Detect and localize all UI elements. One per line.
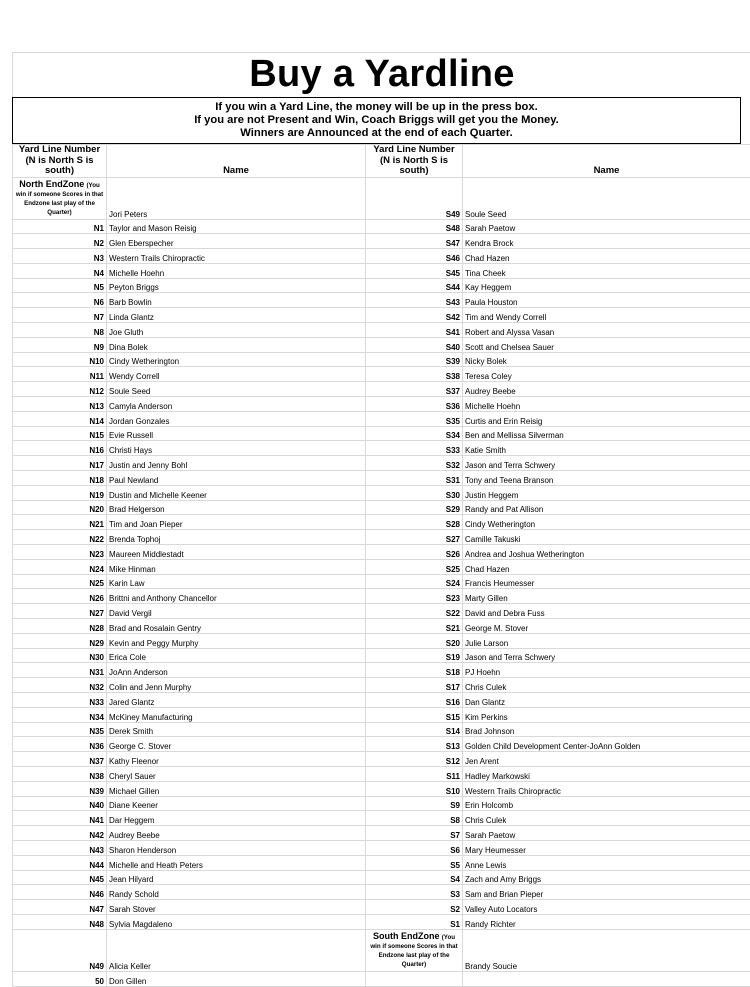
yardline-code: S41 [366,323,463,338]
yardline-code: N47 [13,900,107,915]
yardline-code: N22 [13,530,107,545]
yardline-code: N24 [13,559,107,574]
yardline-name: Western Trails Chiropractic [463,781,750,796]
yardline-code: S45 [366,263,463,278]
yardline-name: Tim and Joan Pieper [107,515,366,530]
table-row [13,559,750,574]
yardline-code: N5 [13,278,107,293]
yardline-name: Marty Gillen [463,589,750,604]
yardline-code: S16 [366,693,463,708]
yardline-name: Robert and Alyssa Vasan [463,323,750,338]
yardline-code: N29 [13,633,107,648]
yardline-code: S20 [366,633,463,648]
empty-cell [366,971,463,986]
yardline-header-north: Yard Line Number (N is North S is south) [13,145,107,178]
yardline-name: Randy and Pat Allison [463,500,750,515]
yardline-name: Michael Gillen [107,781,366,796]
yardline-name: Chris Culek [463,811,750,826]
yardline-name: Brad and Rosalain Gentry [107,619,366,634]
notice-box [12,97,741,144]
yardline-name: Jason and Terra Schwery [463,648,750,663]
yardline-name: Julie Larson [463,633,750,648]
yardline-code: N34 [13,707,107,722]
yardline-code: S1 [366,914,463,929]
table-row [13,308,750,323]
table-row [13,870,750,885]
yardline-code: S34 [366,426,463,441]
yardline-code: N30 [13,648,107,663]
south-endzone-label [366,929,463,971]
yardline-name: Jason and Terra Schwery [463,456,750,471]
name-header-south: Name [463,145,750,178]
yardline-code: S38 [366,367,463,382]
table-row [13,574,750,589]
yardline-name: Chris Culek [463,678,750,693]
yardline-name: Jared Glantz [107,693,366,708]
yardline-code: S17 [366,678,463,693]
yardline-name: Joe Gluth [107,323,366,338]
yardline-code: N3 [13,249,107,264]
yardline-name: Dina Bolek [107,337,366,352]
yardline-name: Audrey Beebe [107,826,366,841]
yardline-name: Audrey Beebe [463,382,750,397]
yardline-name: Paul Newland [107,471,366,486]
yardline-code: S21 [366,619,463,634]
yardline-code: S32 [366,456,463,471]
yardline-code: N20 [13,500,107,515]
table-row [13,900,750,915]
yardline-code: S11 [366,766,463,781]
yardline-name: Erin Holcomb [463,796,750,811]
yardline-code: S29 [366,500,463,515]
yardline-name: Dar Heggem [107,811,366,826]
table-row [13,471,750,486]
south-endzone-name: Brandy Soucie [463,929,750,971]
table-row [13,826,750,841]
yardline-name: Kendra Brock [463,234,750,249]
notice-line: Winners are Announced at the end of each Quarter. [240,127,512,140]
table-row [13,515,750,530]
yardline-name: JoAnn Anderson [107,663,366,678]
yardline-code: N36 [13,737,107,752]
yardline-name: Michelle and Heath Peters [107,855,366,870]
yardline-code: S28 [366,515,463,530]
yardline-name: Jen Arent [463,752,750,767]
yardline-name: Colin and Jenn Murphy [107,678,366,693]
table-row [13,545,750,560]
yardline-name: Sam and Brian Pieper [463,885,750,900]
table-row [13,382,750,397]
yardline-name: Western Trails Chiropractic [107,249,366,264]
yardline-code: S10 [366,781,463,796]
yardline-code: N46 [13,885,107,900]
yardline-code: N28 [13,619,107,634]
yardline-code: S3 [366,885,463,900]
yardline-name: Mike Hinman [107,559,366,574]
yardline-code: S22 [366,604,463,619]
south-endzone-note: (You win if someone Scores in that Endzone last play of the Quarter) [370,934,457,968]
yardline-table [12,144,750,987]
table-row [13,219,750,234]
yardline-name: Sharon Henderson [107,840,366,855]
north-endzone-name: Jori Peters [107,177,366,219]
south-endzone-row [13,929,750,971]
yardline-code: S31 [366,471,463,486]
table-row [13,885,750,900]
table-row [13,781,750,796]
yardline-code: S6 [366,840,463,855]
yardline-name: Soule Seed [463,177,750,219]
yardline-code: N11 [13,367,107,382]
yardline-name: George M. Stover [463,619,750,634]
table-row [13,278,750,293]
yardline-code: S49 [366,177,463,219]
yardline-code: S15 [366,707,463,722]
yardline-name: Taylor and Mason Reisig [107,219,366,234]
yardline-code: N21 [13,515,107,530]
table-row [13,411,750,426]
yardline-code: N2 [13,234,107,249]
yardline-name: Tina Cheek [463,263,750,278]
yardline-code: N1 [13,219,107,234]
yardline-name: George C. Stover [107,737,366,752]
yardline-name: Tim and Wendy Correll [463,308,750,323]
yardline-name: Brittni and Anthony Chancellor [107,589,366,604]
table-row [13,766,750,781]
table-row [13,485,750,500]
yardline-code: N45 [13,870,107,885]
yardline-code: S39 [366,352,463,367]
table-row [13,293,750,308]
table-row [13,604,750,619]
yardline-code: N15 [13,426,107,441]
yardline-name: Linda Glantz [107,308,366,323]
yardline-name: Michelle Hoehn [463,397,750,412]
yardline-name: Peyton Briggs [107,278,366,293]
yardline-code: S25 [366,559,463,574]
yardline-name: Don Gillen [107,971,366,986]
yardline-name: Sarah Paetow [463,219,750,234]
yardline-name: Diane Keener [107,796,366,811]
yardline-name: Justin and Jenny Bohl [107,456,366,471]
yardline-code: N7 [13,308,107,323]
yardline-name: McKiney Manufacturing [107,707,366,722]
yardline-code: N42 [13,826,107,841]
table-row [13,633,750,648]
table-row [13,441,750,456]
yardline-code: N44 [13,855,107,870]
yardline-code: S26 [366,545,463,560]
table-row [13,663,750,678]
table-row [13,323,750,338]
yardline-name: Kathy Fleenor [107,752,366,767]
north-endzone-note: (You win if someone Scores in that Endzone last play of the Quarter) [16,182,103,216]
yardline-name: Wendy Correll [107,367,366,382]
yardline-name: Golden Child Development Center-JoAnn Golden [463,737,750,752]
yardline-code: N12 [13,382,107,397]
yardline-code: N14 [13,411,107,426]
yardline-name: Hadley Markowski [463,766,750,781]
table-row [13,352,750,367]
yardline-code: N9 [13,337,107,352]
north-endzone-title: North EndZone [19,179,84,189]
yardline-name: Michelle Hoehn [107,263,366,278]
table-row [13,589,750,604]
yardline-name: Andrea and Joshua Wetherington [463,545,750,560]
yardline-code: N48 [13,914,107,929]
yardline-code: S13 [366,737,463,752]
yardline-name: Karin Law [107,574,366,589]
table-row [13,737,750,752]
yardline-name: Dustin and Michelle Keener [107,485,366,500]
fifty-yard-row [13,971,750,986]
yardline-name: Scott and Chelsea Sauer [463,337,750,352]
yardline-name: Alicia Keller [107,929,366,971]
table-row [13,500,750,515]
yardline-name: Camille Takuski [463,530,750,545]
yardline-name: Cindy Wetherington [107,352,366,367]
yardline-code: S36 [366,397,463,412]
table-row [13,234,750,249]
table-row [13,648,750,663]
yardline-code: S46 [366,249,463,264]
south-endzone-title: South EndZone [373,931,440,941]
yardline-name: Dan Glantz [463,693,750,708]
yardline-name: Chad Hazen [463,559,750,574]
table-row [13,426,750,441]
yardline-code: N43 [13,840,107,855]
table-row [13,707,750,722]
notice-line: If you win a Yard Line, the money will be up in the press box. [215,101,537,114]
table-row [13,811,750,826]
table-row [13,397,750,412]
yardline-code: N19 [13,485,107,500]
yardline-code: N31 [13,663,107,678]
yardline-code: S48 [366,219,463,234]
yardline-code: S7 [366,826,463,841]
yardline-name: Nicky Bolek [463,352,750,367]
yardline-code: N33 [13,693,107,708]
yardline-name: Cindy Wetherington [463,515,750,530]
yardline-header-south: Yard Line Number (N is North S is south) [366,145,463,178]
north-endzone-row [13,177,750,219]
yardline-code: S35 [366,411,463,426]
table-row [13,337,750,352]
yardline-code: S8 [366,811,463,826]
yardline-code: N26 [13,589,107,604]
yardline-name: Valley Auto Locators [463,900,750,915]
table-row [13,367,750,382]
yardline-code: S2 [366,900,463,915]
header-row [13,145,750,178]
yardline-code: S9 [366,796,463,811]
north-endzone-label [13,177,107,219]
yardline-name: Tony and Teena Branson [463,471,750,486]
notice-line: If you are not Present and Win, Coach Briggs will get you the Money. [194,114,559,127]
yardline-name: Erica Cole [107,648,366,663]
table-row [13,722,750,737]
yardline-code: S4 [366,870,463,885]
yardline-name: Sarah Paetow [463,826,750,841]
table-row [13,530,750,545]
yardline-name: Soule Seed [107,382,366,397]
table-row [13,456,750,471]
yardline-code: N23 [13,545,107,560]
yardline-name: Barb Bowlin [107,293,366,308]
yardline-name: Teresa Coley [463,367,750,382]
name-header-north: Name [107,145,366,178]
table-row [13,678,750,693]
yardline-code: S12 [366,752,463,767]
yardline-code: S24 [366,574,463,589]
yardline-code: N4 [13,263,107,278]
yardline-code: N41 [13,811,107,826]
yardline-name: Jean Hilyard [107,870,366,885]
yardline-code: 50 [13,971,107,986]
yardline-code: S14 [366,722,463,737]
yardline-name: Anne Lewis [463,855,750,870]
yardline-name: Sarah Stover [107,900,366,915]
yardline-code: N17 [13,456,107,471]
yardline-name: Kim Perkins [463,707,750,722]
yardline-code: N32 [13,678,107,693]
title-row [12,52,750,97]
yardline-name: Kevin and Peggy Murphy [107,633,366,648]
yardline-code: N8 [13,323,107,338]
yardline-name: Derek Smith [107,722,366,737]
yardline-code: N18 [13,471,107,486]
yardline-code: N13 [13,397,107,412]
yardline-name: Francis Heumesser [463,574,750,589]
table-row [13,796,750,811]
yardline-name: Jordan Gonzales [107,411,366,426]
yardline-code: S18 [366,663,463,678]
yardline-name: Katie Smith [463,441,750,456]
yardline-code: S43 [366,293,463,308]
yardline-code: S5 [366,855,463,870]
yardline-name: Brad Johnson [463,722,750,737]
yardline-code: S23 [366,589,463,604]
yardline-code: S44 [366,278,463,293]
page-title: Buy a Yardline [249,52,514,97]
yardline-code: S27 [366,530,463,545]
yardline-code: N49 [13,929,107,971]
yardline-code: S42 [366,308,463,323]
yardline-code: N27 [13,604,107,619]
yardline-name: David and Debra Fuss [463,604,750,619]
yardline-code: S30 [366,485,463,500]
yardline-code: N40 [13,796,107,811]
yardline-name: Christi Hays [107,441,366,456]
yardline-name: Randy Richter [463,914,750,929]
yardline-name: Camyla Anderson [107,397,366,412]
table-row [13,855,750,870]
yardline-code: S37 [366,382,463,397]
table-row [13,263,750,278]
empty-cell [463,971,750,986]
table-row [13,752,750,767]
yardline-code: N39 [13,781,107,796]
yardline-code: N25 [13,574,107,589]
yardline-name: Justin Heggem [463,485,750,500]
yardline-name: Evie Russell [107,426,366,441]
yardline-name: Brad Helgerson [107,500,366,515]
yardline-name: Maureen Middlestadt [107,545,366,560]
yardline-name: Brenda Tophoj [107,530,366,545]
yardline-code: N16 [13,441,107,456]
yardline-code: S19 [366,648,463,663]
yardline-name: Zach and Amy Briggs [463,870,750,885]
yardline-name: Cheryl Sauer [107,766,366,781]
yardline-name: David Vergil [107,604,366,619]
yardline-code: N38 [13,766,107,781]
yardline-name: Kay Heggem [463,278,750,293]
yardline-code: S40 [366,337,463,352]
table-row [13,249,750,264]
yardline-name: Curtis and Erin Reisig [463,411,750,426]
yardline-name: Chad Hazen [463,249,750,264]
yardline-code: S33 [366,441,463,456]
yardline-code: N6 [13,293,107,308]
table-row [13,914,750,929]
yardline-code: N37 [13,752,107,767]
yardline-name: Glen Eberspecher [107,234,366,249]
yardline-name: Mary Heumesser [463,840,750,855]
yardline-name: Randy Schold [107,885,366,900]
table-row [13,840,750,855]
yardline-name: Ben and Mellissa Silverman [463,426,750,441]
yardline-code: S47 [366,234,463,249]
table-row [13,693,750,708]
yardline-name: Paula Houston [463,293,750,308]
yardline-code: N10 [13,352,107,367]
yardline-name: PJ Hoehn [463,663,750,678]
yardline-code: N35 [13,722,107,737]
table-row [13,619,750,634]
yardline-name: Sylvia Magdaleno [107,914,366,929]
